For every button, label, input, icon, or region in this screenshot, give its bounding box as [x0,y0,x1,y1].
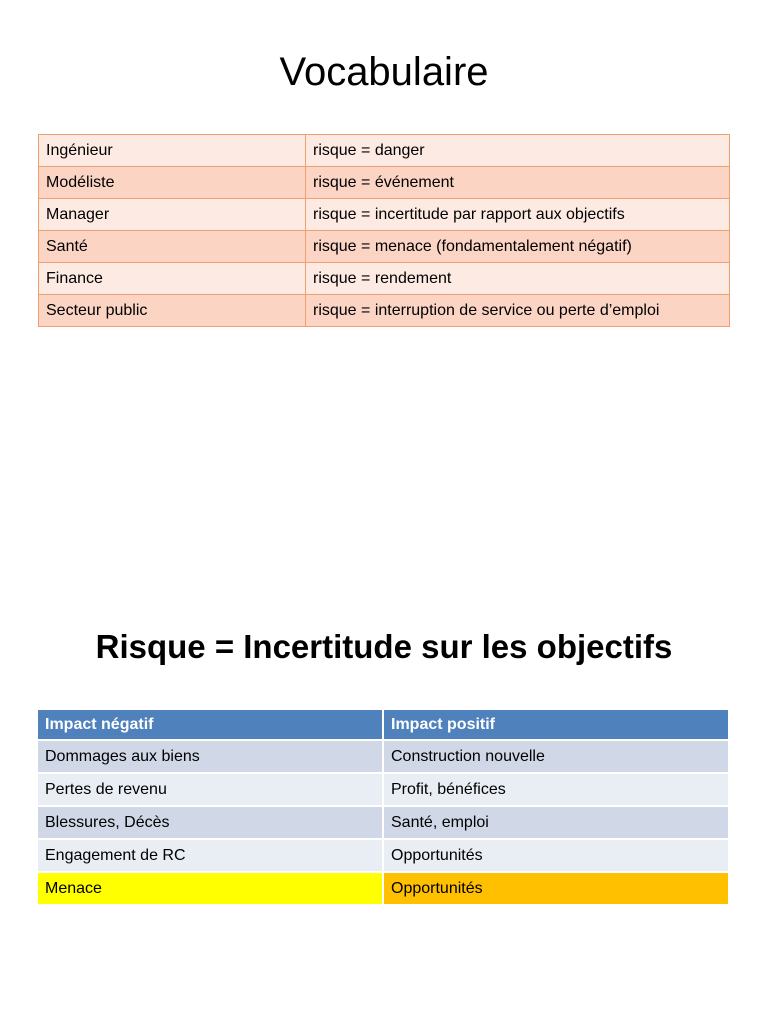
term-cell: Manager [39,199,306,231]
positive-impact-cell: Santé, emploi [383,806,729,839]
table-row [39,135,730,167]
table-row [39,199,730,231]
positive-impact-cell: Opportunités [383,839,729,872]
table-row [38,839,729,872]
negative-impact-cell: Engagement de RC [38,839,383,872]
definition-cell: risque = danger [306,135,730,167]
opportunity-cell: Opportunités [383,872,729,905]
vocabulary-table [38,134,730,327]
term-cell: Modéliste [39,167,306,199]
table-row [39,295,730,327]
term-cell: Finance [39,263,306,295]
threat-cell: Menace [38,872,383,905]
negative-impact-cell: Blessures, Décès [38,806,383,839]
highlighted-table-row [38,872,729,905]
header-negative-impact: Impact négatif [38,710,383,740]
term-cell: Ingénieur [39,135,306,167]
table-row [39,231,730,263]
negative-impact-cell: Pertes de revenu [38,773,383,806]
risk-title: Risque = Incertitude sur les objectifs [95,628,673,665]
header-positive-impact: Impact positif [383,710,729,740]
definition-cell: risque = rendement [306,263,730,295]
table-row [38,806,729,839]
impact-table [38,710,730,906]
table-row [38,773,729,806]
positive-impact-cell: Profit, bénéfices [383,773,729,806]
term-cell: Secteur public [39,295,306,327]
term-cell: Santé [39,231,306,263]
table-row [39,167,730,199]
definition-cell: risque = interruption de service ou perte d’emploi [306,295,730,327]
table-row [38,740,729,773]
definition-cell: risque = événement [306,167,730,199]
table-row [39,263,730,295]
negative-impact-cell: Dommages aux biens [38,740,383,773]
vocabulary-title: Vocabulaire [279,50,489,94]
positive-impact-cell: Construction nouvelle [383,740,729,773]
definition-cell: risque = menace (fondamentalement négatif) [306,231,730,263]
definition-cell: risque = incertitude par rapport aux objectifs [306,199,730,231]
table-header-row [38,710,729,740]
